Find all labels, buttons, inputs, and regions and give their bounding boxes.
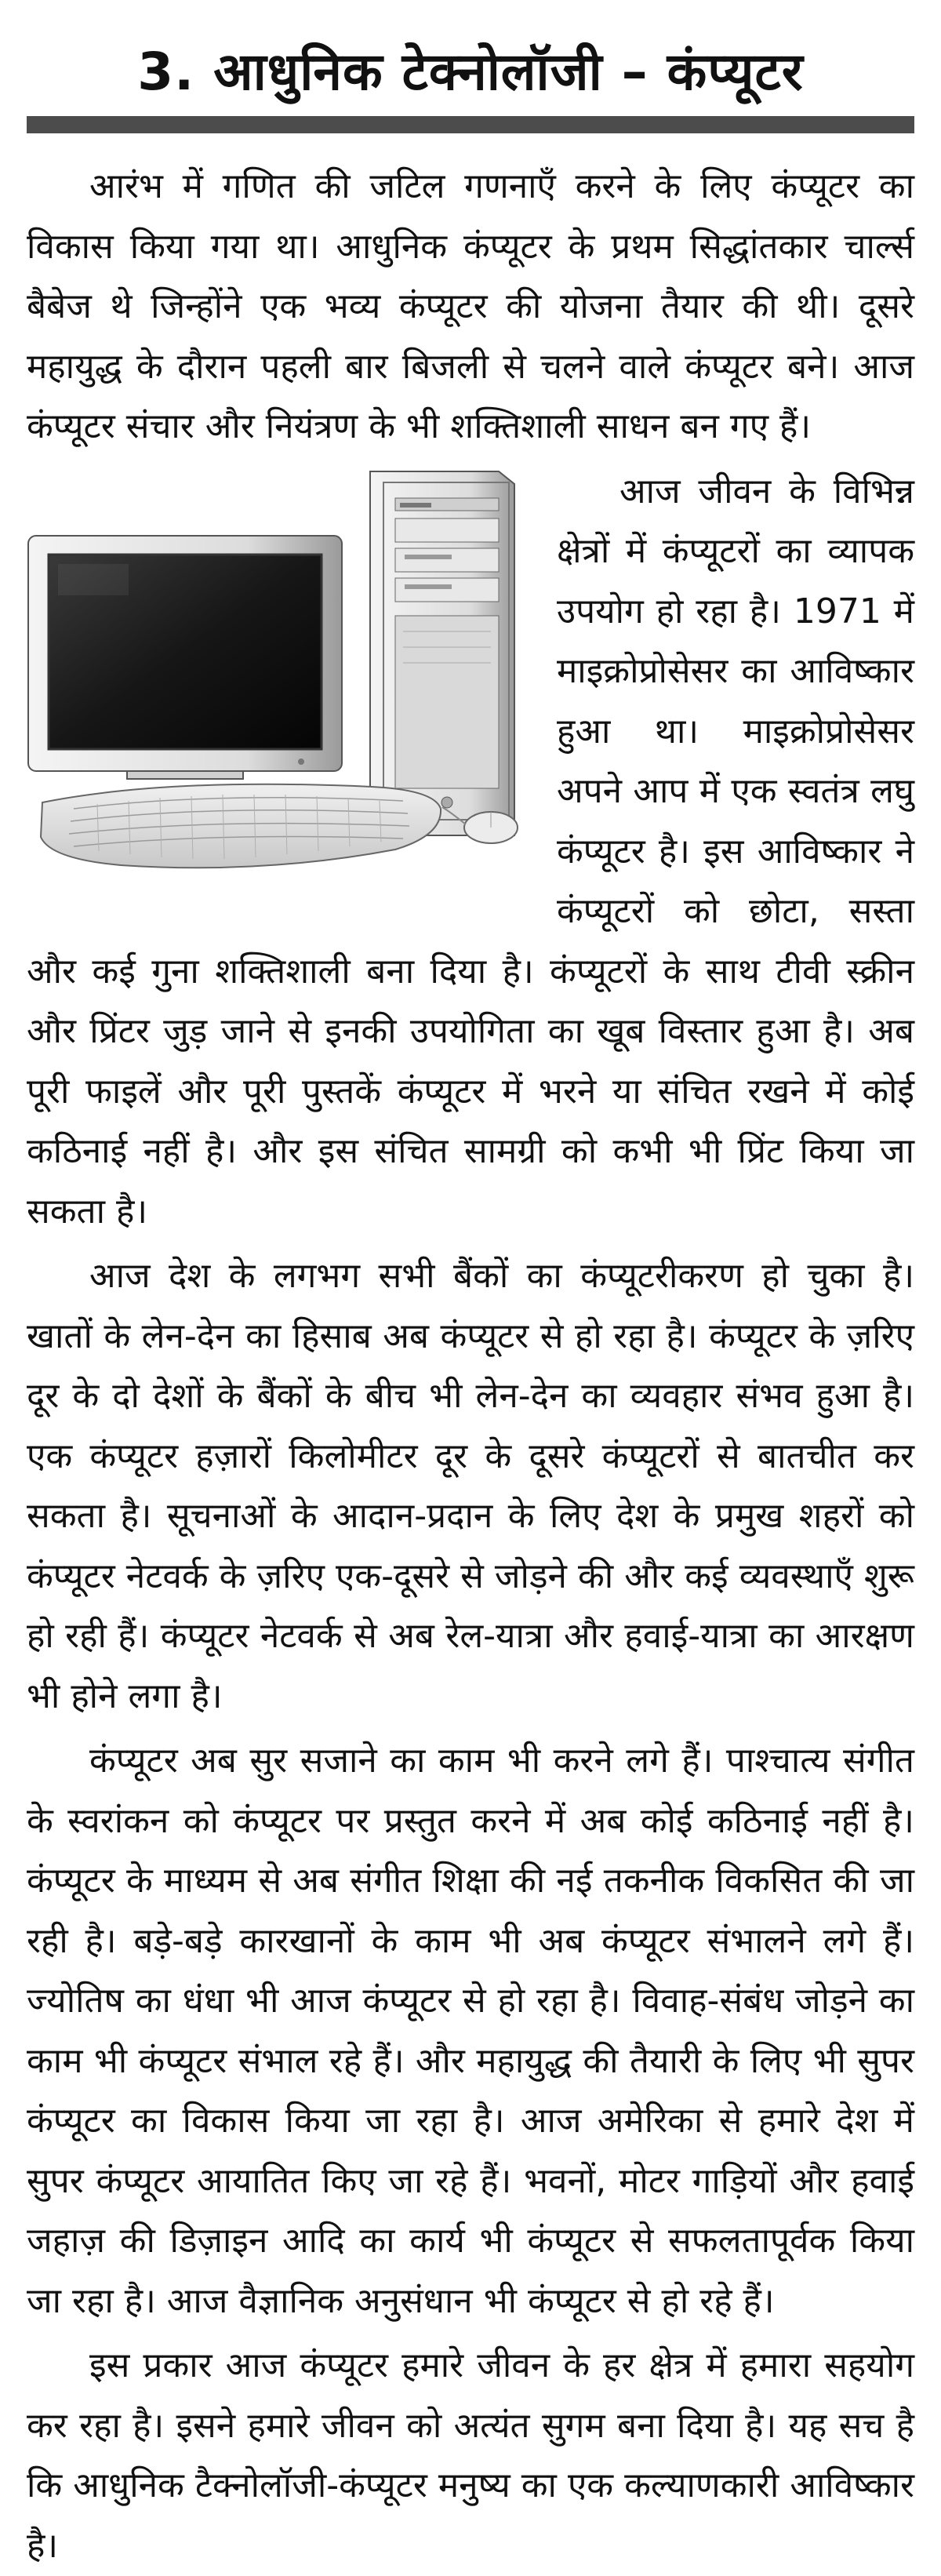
paragraph-conclusion: इस प्रकार आज कंप्यूटर हमारे जीवन के हर क्षेत्र में हमारा सहयोग कर रहा है। इसने हमारे जीवन को अत्यंत सुगम बना दिया है। यह सच है कि आधुनिक टैक्नोलॉजी-कंप्यूटर मनुष्य का एक कल्याणकारी आविष्कार है। [27, 2345, 914, 2566]
paragraph-intro: आरंभ में गणित की जटिल गणनाएँ करने के लिए कंप्यूटर का विकास किया गया था। आधुनिक कंप्यूटर के प्रथम सिद्धांतकार चार्ल्स बैबेज थे जिन्होंने एक भव्य कंप्यूटर की योजना तैयार की थी। दूसरे महायुद्ध के दौरान पहली बार बिजली से चलने वाले कंप्यूटर बने। आज कंप्यूटर संचार और नियंत्रण के भी शक्तिशाली साधन बन गए हैं। [27, 166, 914, 446]
computer-illustration-icon [27, 467, 536, 887]
page-title: 3. आधुनिक टेक्नोलॉजी – कंप्यूटर [137, 42, 804, 102]
paragraph-music-industry: कंप्यूटर अब सुर सजाने का काम भी करने लगे हैं। पाश्चात्य संगीत के स्वरांकन को कंप्यूटर पर प्रस्तुत करने में अब कोई कठिनाई नहीं है। कंप्यूटर के माध्यम से अब संगीत शिक्षा की नई तकनीक विकसित की जा रही है। बड़े-बड़े कारखानों के काम भी अब कंप्यूटर संभालने लगे हैं। ज्योतिष का धंधा भी आज कंप्यूटर से हो रहा है। विवाह-संबंध जोड़ने का काम भी कंप्यूटर संभाल रहे हैं। और महायुद्ध की तैयारी के लिए भी सुपर कंप्यूटर का विकास किया जा रहा है। आज अमेरिका से हमारे देश में सुपर कंप्यूटर आयातित किए जा रहे हैं। भवनों, मोटर गाड़ियों और हवाई जहाज़ की डिज़ाइन आदि का कार्य भी कंप्यूटर से सफलतापूर्वक किया जा रहा है। आज वैज्ञानिक अनुसंधान भी कंप्यूटर से हो रहे हैं। [27, 1741, 914, 2321]
tower-cpu [370, 471, 514, 835]
paragraph-microprocessor: आज जीवन के विभिन्न क्षेत्रों में कंप्यूटरों का व्यापक उपयोग हो रहा है। 1971 में माइक्रोप्रोसेसर का आविष्कार हुआ था। माइक्रोप्रोसेसर अपने आप में एक स्वतंत्र लघु कंप्यूटर है। इस आविष्कार ने कंप्यूटरों को छोटा, सस्ता और कई गुना शक्तिशाली बना दिया है। कंप्यूटरों के साथ टीवी स्क्रीन और प्रिंटर जुड़ जाने से इनकी उपयोगिता का खूब विस्तार हुआ है। अब पूरी फाइलें और पूरी पुस्तकें कंप्यूटर में भरने या संचित रखने में कोई कठिनाई नहीं है। और इस संचित सामग्री को कभी भी प्रिंट किया जा सकता है। [27, 471, 914, 1232]
title-underline [27, 116, 914, 133]
keyboard [41, 784, 441, 868]
crt-monitor [28, 536, 342, 779]
paragraph-banking: आज देश के लगभग सभी बैंकों का कंप्यूटरीकरण हो चुका है। खातों के लेन-देन का हिसाब अब कंप्यूटर से हो रहा है। कंप्यूटर के ज़रिए दूर के दो देशों के बैंकों के बीच भी लेन-देन का व्यवहार संभव हुआ है। एक कंप्यूटर हज़ारों किलोमीटर दूर के दूसरे कंप्यूटरों से बातचीत कर सकता है। सूचनाओं के आदान-प्रदान के लिए देश के प्रमुख शहरों को कंप्यूटर नेटवर्क के ज़रिए एक-दूसरे से जोड़ने की और कई व्यवस्थाएँ शुरू हो रही हैं। कंप्यूटर नेटवर्क से अब रेल-यात्रा और हवाई-यात्रा का आरक्षण भी होने लगा है। [27, 1256, 914, 1716]
